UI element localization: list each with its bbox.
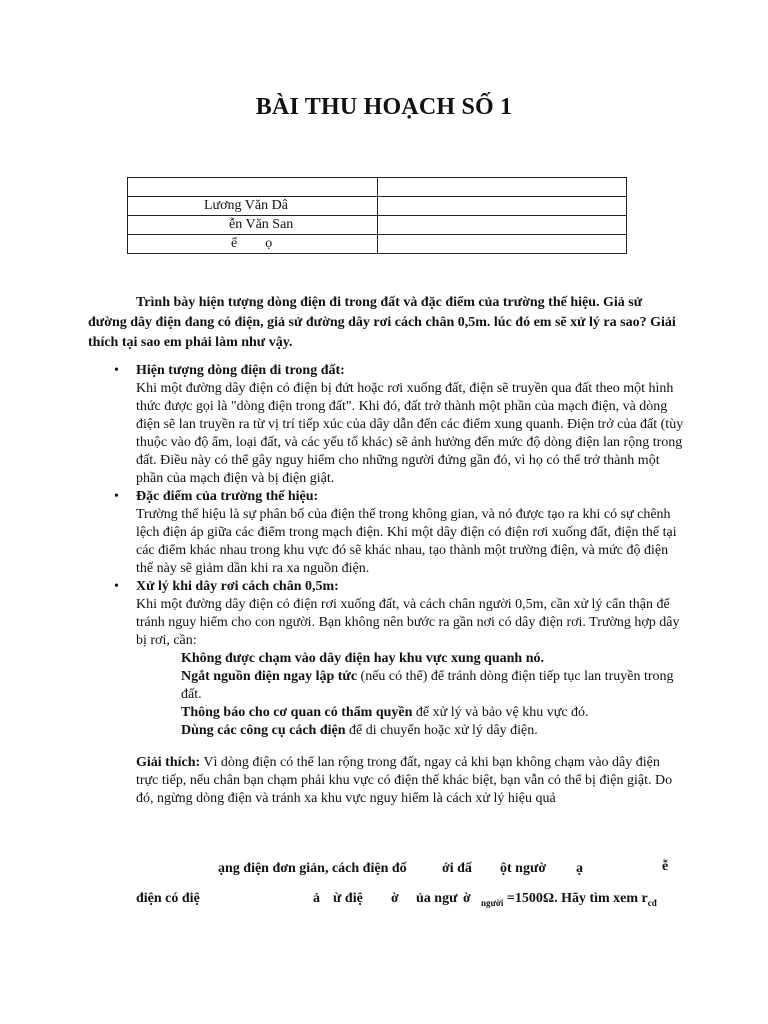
- table-cell: [128, 197, 378, 216]
- text-fragment: ới đấ: [442, 861, 472, 876]
- sub-item: Thông báo cho cơ quan có thẩm quyền để xử lý và bảo vệ khu vực đó.: [181, 705, 589, 720]
- text-fragment: điện có điệ: [136, 891, 200, 906]
- explanation-paragraph: [136, 754, 684, 808]
- bullet-icon: •: [114, 579, 119, 594]
- question-paragraph: Trình bày hiện tượng dòng điện đi trong đất và đặc điểm của trường thế hiệu. Giả sử đường dây điện đang có điện, giả sử đường dây rơi cách chân 0,5m. lúc đó em sẽ xử lý ra sao? Giải thích tại sao em phải làm như vậy.: [88, 295, 676, 350]
- sub-item: Ngắt nguồn điện ngay lập tức (nếu có thể) để tránh dòng điện tiếp tục lan truyền trong đất.: [181, 669, 674, 702]
- point-heading: Xử lý khi dây rơi cách chân 0,5m:: [136, 579, 339, 594]
- table-cell: [378, 197, 627, 216]
- table-row: [128, 216, 627, 235]
- table-cell: [378, 216, 627, 235]
- text-fragment: ờ: [463, 891, 471, 906]
- explanation-label: Giải thích:: [136, 755, 201, 770]
- table-cell: [128, 235, 378, 254]
- text-fragment: ột ngườ: [500, 861, 547, 876]
- list-item: [110, 362, 684, 488]
- point-body: Trường thế hiệu là sự phân bố của điện thế trong không gian, và nó được tạo ra khi có sự chênh lệch điện áp giữa các điểm trong mạch điện. Khi một dây điện có điện rơi xuống đất, điện thế tại các điểm khác nhau trong khu vực đó sẽ khác nhau, tạo thành một trường điện, và mức độ điện thế này sẽ giảm dần khi ra xa nguồn điện.: [136, 507, 677, 576]
- table-cell: [128, 178, 378, 197]
- text-fragment: ạ: [576, 861, 583, 876]
- table-cell: [128, 216, 378, 235]
- table-row: [128, 178, 627, 197]
- text-fragment: ờ: [391, 891, 399, 906]
- answer-list: [110, 362, 684, 740]
- text-fragment: ả: [313, 891, 320, 906]
- point-heading: Hiện tượng dòng điện đi trong đất:: [136, 363, 345, 378]
- point-heading: Đặc điểm của trường thế hiệu:: [136, 489, 319, 504]
- bullet-icon: •: [114, 489, 119, 504]
- table-row: [128, 235, 627, 254]
- text-fragment: $_{người}$ =1500Ω. Hãy tìm xem $r_{cđ}$: [481, 891, 657, 908]
- table-cell: [378, 178, 627, 197]
- text-fragment: ủa ngư: [416, 891, 458, 906]
- text-fragment: ễ: [662, 859, 669, 874]
- explanation-text: Vì dòng điện có thể lan rộng trong đất, ngay cả khi bạn không chạm vào dây điện trực tiếp, nếu chân bạn chạm phải khu vực có điện thế khác biệt, bạn vẫn có thể bị điện giật. Do đó, ngừng dòng điện và tránh xa khu vực nguy hiểm là cách xử lý hiệu quả: [136, 755, 673, 806]
- point-body: Khi một đường dây điện có điện rơi xuống đất, và cách chân người 0,5m, cần xử lý cẩn thận để tránh nguy hiểm cho con người. Bạn không nên bước ra gần nơi có dây điện rơi. Trường hợp dây bị rơi, cần:: [136, 597, 680, 648]
- sub-item: Dùng các công cụ cách điện để di chuyển hoặc xử lý dây điện.: [181, 723, 538, 738]
- table-cell: [378, 235, 627, 254]
- text-fragment: ừ điệ: [333, 891, 363, 906]
- list-item: [110, 578, 684, 740]
- table-row: [128, 197, 627, 216]
- text-fragment: ạng điện đơn giản, cách điện đố: [218, 861, 407, 876]
- table-fragment: ể ọ: [231, 236, 273, 251]
- student-name: ễn Văn San: [229, 217, 294, 232]
- point-body: Khi một đường dây điện có điện bị đứt hoặc rơi xuống đất, điện sẽ truyền qua đất theo một hình thức được gọi là "dòng điện trong đất". Khi đó, đất trở thành một phần của mạch điện, và dòng điện sẽ lan truyền ra từ vị trí tiếp xúc của dây dẫn đến các điểm xung quanh. Điện trở của đất (tùy thuộc vào độ ẩm, loại đất, và các yếu tố khác) sẽ ảnh hưởng đến mức độ dòng điện lan rộng trong đất. Điều này có thể gây nguy hiểm cho những người đứng gần đó, vì họ có thể trở thành một phần của mạch điện và bị điện giật.: [136, 381, 684, 486]
- info-table: [127, 177, 627, 254]
- list-item: [110, 488, 684, 578]
- bullet-icon: •: [114, 363, 119, 378]
- sub-item: Không được chạm vào dây điện hay khu vực xung quanh nó.: [181, 651, 545, 666]
- document-title: BÀI THU HOẠCH SỐ 1: [255, 94, 513, 120]
- student-name: Lương Văn Dâ: [204, 198, 288, 213]
- sub-list: [136, 650, 684, 740]
